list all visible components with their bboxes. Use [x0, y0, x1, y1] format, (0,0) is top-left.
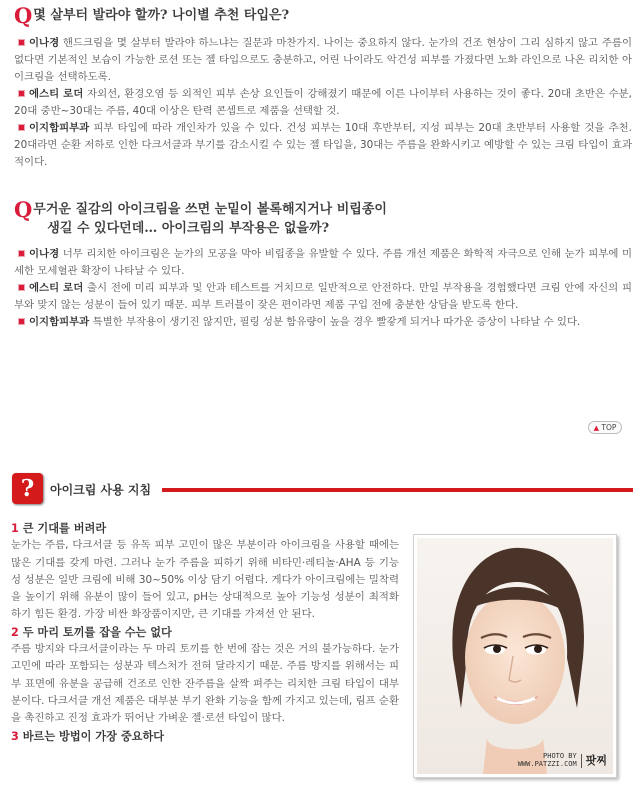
answer-text: 핸드크림을 몇 살부터 발라야 하느냐는 질문과 마찬가지. 나이는 중요하지 않다. 눈가의 건조 현상이 그리 심하지 않고 주름이 없다면 기본적인 보습이 가능한 로션 또는 젤 타입으로도 충분하고, 어린 나이라도 악건성 피부를 가졌다면 노화 라인으로 나온 리치한 아이크림을 선택하도록.	[14, 37, 632, 83]
question-heading	[14, 3, 632, 28]
section-title: 아이크림 사용 지침	[50, 483, 152, 497]
answer-list	[14, 246, 632, 331]
answer-list	[14, 35, 632, 171]
bullet-icon	[18, 90, 25, 97]
tip-item	[11, 520, 399, 624]
speaker-name: 이지함피부과	[29, 316, 90, 328]
tip-title: 큰 기대를 버려라	[22, 522, 107, 535]
tip-body: 주름 방지와 다크서클이라는 두 마리 토끼를 한 번에 잡는 것은 거의 불가능하다. 눈가 고민에 따라 포함되는 성분과 텍스처가 전혀 달라지기 때문. 주름 방지를 위해서는 피부 표면에 유분을 공급해 건조로 인한 잔주름을 살짝 펴주는 리치한 크림 타입이 대부분이다. 다크서클 개선 제품은 대부분 부기 완화 기능을 함께 가지고 있는데, 림프 순환을 촉진하고 진정 효과가 뛰어난 가벼운 젤·로션 타입이 많다.	[11, 643, 399, 725]
question-text	[33, 200, 387, 238]
qa-block-age	[14, 3, 632, 171]
speaker-name: 에스티 로더	[29, 88, 84, 100]
section-divider	[162, 488, 633, 492]
q-mark: Q	[14, 197, 33, 222]
question-line-2: 생길 수 있다던데… 아이크림의 부작용은 없을까?	[47, 221, 330, 236]
bullet-icon	[18, 124, 25, 131]
speaker-name: 이나경	[29, 37, 60, 49]
tip-item	[11, 728, 399, 745]
bullet-icon	[18, 318, 25, 325]
question-text: 몇 살부터 발라야 할까? 나이별 추천 타입은?	[33, 8, 290, 23]
answer-text: 너무 리치한 아이크림은 눈가의 모공을 막아 비립종을 유발할 수 있다. 주름 개선 제품은 화학적 자극으로 인해 눈가 피부에 미세한 모세혈관 확장이 나타날 수 있다.	[14, 248, 632, 277]
speaker-name: 이지함피부과	[29, 122, 90, 134]
answer-text: 자외선, 환경오염 등 외적인 피부 손상 요인들이 강해졌기 때문에 이른 나이부터 사용하는 것이 좋다. 20대 초반은 수분, 20대 중반~30대는 주름, 40대 이상은 탄력 콘셉트로 제품을 선택할 것.	[14, 88, 632, 117]
answer-item	[14, 246, 632, 280]
tip-number: 3	[11, 729, 19, 743]
answer-text: 피부 타입에 따라 개인차가 있을 수 있다. 건성 피부는 10대 후반부터, 지성 피부는 20대 초반부터 사용할 것을 추천. 20대라면 순환 저하로 인한 다크서클과 부기를 감소시킬 수 있는 젤 타입을, 30대는 주름을 완화시키고 예방할 수 있는 크림 타입이 효과적이다.	[14, 122, 632, 168]
qa-block-side-effects	[14, 197, 632, 331]
answer-item	[14, 280, 632, 314]
tips-list	[11, 520, 399, 745]
credit-line-1: PHOTO BY	[543, 752, 577, 760]
model-photo-frame	[413, 534, 617, 778]
tip-heading	[11, 520, 399, 537]
question-heading	[14, 197, 632, 238]
tip-body: 눈가는 주름, 다크서클 등 유독 피부 고민이 많은 부분이라 아이크림을 사용할 때에는 많은 기대를 갖게 마련. 그러나 눈가 주름을 피하기 위해 비타민·레티놀·AHA 등 기능성 성분은 일반 크림에 비해 30~50% 이상 담기 어렵다. 게다가 아이크림에는 밀착력을 높이기 위해 유분이 많이 들어 있고, pH는 상대적으로 높아 기능성 성분이 최적화하기 힘든 환경. 가장 비싼 화장품이지만, 큰 기대를 가져선 안 된다.	[11, 539, 399, 621]
answer-text: 특별한 부작용이 생기진 않지만, 필링 성분 함유량이 높을 경우 빨갛게 되거나 따가운 증상이 나타날 수 있다.	[92, 316, 581, 328]
top-button[interactable]	[588, 421, 622, 434]
question-line-1: 무거운 질감의 아이크림을 쓰면 눈밑이 볼록해지거나 비립종이	[33, 202, 387, 217]
photo-credit	[518, 752, 607, 768]
tip-item	[11, 624, 399, 728]
q-mark: Q	[14, 3, 33, 28]
answer-item	[14, 35, 632, 86]
portrait-illustration	[417, 538, 613, 774]
photographer-logo: 팟찌	[585, 754, 607, 767]
bullet-icon	[18, 284, 25, 291]
speaker-name: 에스티 로더	[29, 282, 84, 294]
answer-item	[14, 86, 632, 120]
answer-item	[14, 314, 632, 331]
bullet-icon	[18, 39, 25, 46]
tip-number: 2	[11, 625, 19, 639]
answer-item	[14, 120, 632, 171]
tip-heading	[11, 728, 399, 745]
speaker-name: 이나경	[29, 248, 60, 260]
section-header	[12, 473, 633, 505]
tip-title: 두 마리 토끼를 잡을 수는 없다	[22, 625, 172, 639]
tip-heading	[11, 624, 399, 641]
question-badge-icon: ?	[12, 473, 43, 504]
top-button-label: TOP	[601, 423, 617, 432]
caret-up-icon: ▲	[593, 424, 599, 432]
tip-number: 1	[11, 522, 19, 535]
credit-line-2: WWW.PATZZI.COM	[517, 760, 577, 768]
answer-text: 출시 전에 미리 피부과 및 안과 테스트를 거치므로 일반적으로 안전하다. 만일 부작용을 경험했다면 크림 안에 자신의 피부와 맞지 않는 성분이 들어 있기 때문. 피부 트러블이 잦은 편이라면 제품 구입 전에 충분한 상담을 받도록 한다.	[14, 282, 632, 311]
bullet-icon	[18, 250, 25, 257]
tip-title: 바르는 방법이 가장 중요하다	[22, 729, 165, 743]
model-photo	[417, 538, 613, 774]
credit-separator	[581, 754, 582, 768]
